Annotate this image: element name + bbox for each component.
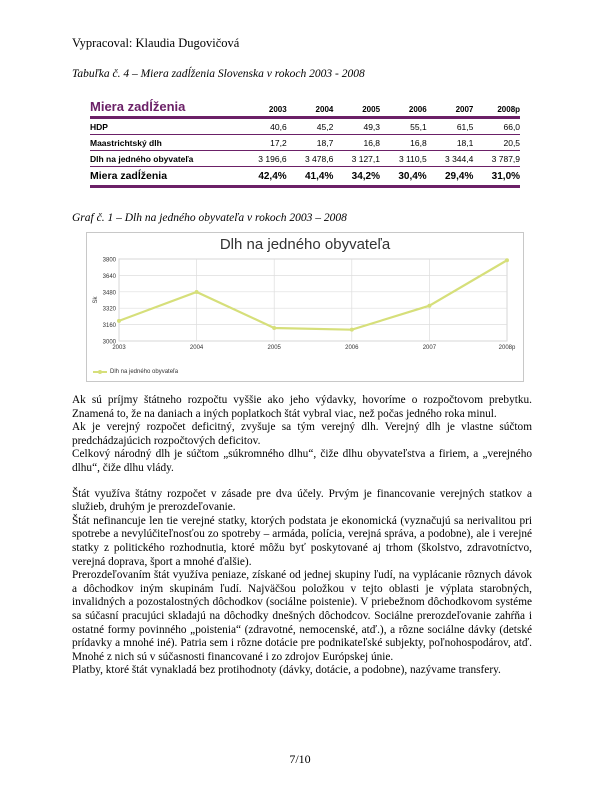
table-cell: 49,3 [363,121,381,132]
table-column-header: 2005 [362,105,381,114]
table-row [90,135,520,151]
page-number: 7/10 [289,752,311,766]
table-cell: 3 110,5 [398,153,427,164]
table-cell: 66,0 [503,121,521,132]
body-text [72,394,532,678]
table-cell: 42,4% [258,170,287,182]
table-cell: 41,4% [304,170,334,182]
table-total-row [90,167,520,188]
table-cell: 61,5 [456,121,474,132]
table-cell: 18,7 [316,137,334,148]
table-cell: 55,1 [410,121,427,132]
table-cell: 16,8 [410,137,427,148]
chart-caption: Graf č. 1 – Dlh na jedného obyvateľa v rokoch 2003 – 2008 [72,212,347,224]
chart-plot [87,233,523,381]
data-point [427,304,431,308]
y-tick-label: 3160 [102,323,116,330]
table-row-label: Dlh na jedného obyvateľa [90,153,194,164]
table-header-row [90,94,520,119]
table-cell: 30,4% [398,170,427,182]
paragraph: Prerozdeľovaním štát využíva peniaze, získané od jednej skupiny ľudí, na vyplácanie rôznych dávok a dôchodkov iným skupinám ľudí. Najväčšou položkou v tejto oblasti je výplata starobných, invalidných a pozostalostných dôchodkov (sociálne poistenie). V priebežnom dôchodkovom systéme sa súčasní pracujúci skladajú na dôchodky dnešných dôchodcov. Sociálne prerozdeľovanie zahŕňa i ostatné formy povinného „poistenia“ (zdravotné, nemocenské, atď.), a rôzne sociálne dávky (detské prídavky a mnohé iné). Patria sem i rôzne dotácie pre podnikateľské subjekty, poľnohospodárov, atď. Mnohé z nich sú v súčasnosti financované i zo zdrojov Európskej únie. [72,569,532,663]
table-cell: 29,4% [445,170,474,182]
table-column-header: 2004 [315,105,334,114]
paragraph: Štát využíva štátny rozpočet v zásade pre dva účely. Prvým je financovanie verejných statkov a služieb, druhým je prerozdeľovanie. [72,487,532,514]
data-point [117,319,121,323]
y-tick-label: 3000 [102,339,116,346]
table-row [90,151,520,167]
chart-title: Dlh na jedného obyvateľa [219,236,391,253]
table-cell: 3 196,6 [258,153,287,164]
table-cell: 18,1 [456,137,474,148]
x-tick-label: 2007 [422,345,437,351]
y-axis-label: Sk [93,296,99,304]
y-tick-label: 3800 [102,257,116,264]
table-cell: 20,5 [503,137,521,148]
chart-legend [93,369,178,375]
y-tick-label: 3480 [102,290,116,297]
legend-label: Dlh na jedného obyvateľa [110,369,179,375]
table-row-label: HDP [90,121,108,132]
table-cell: 3 127,1 [351,153,381,164]
table-cell: 45,2 [316,121,334,132]
table-row [90,119,520,135]
debt-table [90,94,520,188]
table-row-label: Miera zadĺženia [90,170,168,182]
y-tick-label: 3640 [102,273,116,280]
table-title: Miera zadĺženia [90,99,186,114]
data-point [505,258,509,262]
paragraph: Celkový národný dlh je súčtom „súkromného dlhu“, čiže dlhu obyvateľstva a firiem, a „verejného dlhu“, čiže dlhu vlády. [72,448,532,474]
table-cell: 40,6 [270,121,287,132]
x-tick-label: 2005 [267,345,281,351]
table-cell: 17,2 [270,137,287,148]
x-tick-label: 2003 [112,345,126,351]
table-cell: 31,0% [491,170,521,182]
data-point [195,290,199,294]
table-column-header: 2008p [497,105,521,114]
page-header: Vypracoval: Klaudia Dugovičová [72,36,240,50]
table-cell: 3 787,9 [491,153,521,164]
data-point [272,326,276,330]
table-cell: 3 344,4 [444,153,474,164]
table-row-label: Maastrichtský dlh [90,137,162,148]
legend-swatch [93,371,107,373]
y-tick-label: 3320 [102,306,116,313]
paragraph: Ak sú príjmy štátneho rozpočtu vyššie ako jeho výdavky, hovoríme o rozpočtovom prebytku. Znamená to, že na daniach a iných poplatkoch štát vybral viac, než počas jedného roka minul. [72,394,532,420]
x-tick-label: 2004 [189,345,204,351]
table-column-headers [240,105,520,114]
table-caption: Tabuľka č. 4 – Miera zadĺženia Slovenska v rokoch 2003 - 2008 [72,68,365,80]
paragraph: Ak je verejný rozpočet deficitný, zvyšuje sa tým verejný dlh. Verejný dlh je vlastne súčtom predchádzajúcich rozpočtových deficitov. [72,421,532,447]
table-cell: 3 478,6 [304,153,334,164]
data-point [350,328,354,332]
paragraph: Štát nefinancuje len tie verejné statky, ktorých podstata je ekonomická (vyznačujú sa nerivalitou pri spotrebe a nevylúčiteľnosťou zo spotreby – armáda, polícia, verejná správa, a podobne), ale i verejné statky z politického rozhodnutia, ktoré môžu byť poskytované aj trhom (školstvo, zdravotníctvo, verejná doprava, šport a mnohé ďalšie). [72,514,532,568]
x-tick-label: 2008p [498,345,516,351]
table-cell: 34,2% [351,170,381,182]
debt-chart [86,232,524,382]
table-cell: 16,8 [363,137,381,148]
x-tick-label: 2006 [345,345,359,351]
table-column-header: 2003 [268,105,287,114]
table-column-header: 2006 [408,105,427,114]
table-column-header: 2007 [455,105,474,114]
paragraph: Platby, ktoré štát vynakladá bez protihodnoty (dávky, dotácie, a podobne), nazývame transfery. [72,664,501,677]
